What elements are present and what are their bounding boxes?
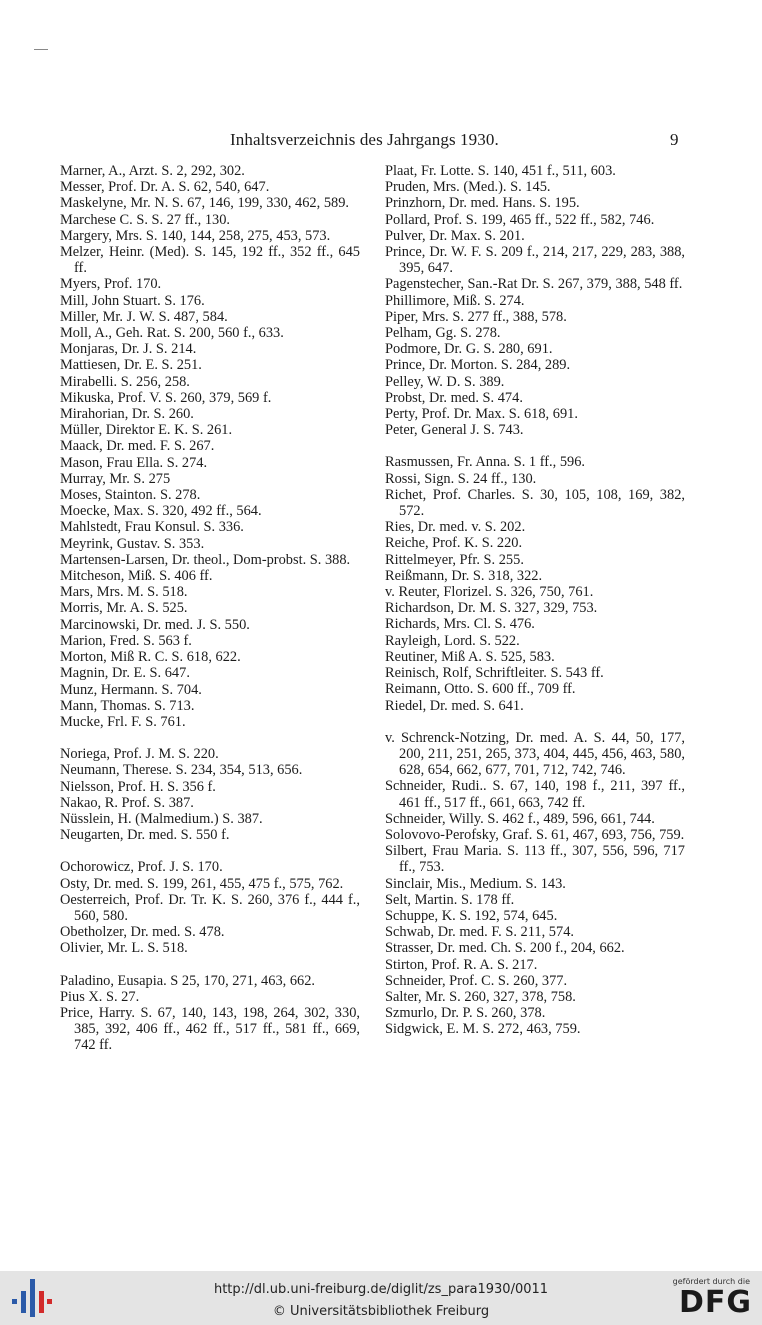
permalink-url[interactable]: http://dl.ub.uni-freiburg.de/diglit/zs_para1930/0011 xyxy=(213,1282,549,1297)
index-entry: Neumann, Therese. S. 234, 354, 513, 656. xyxy=(60,762,303,779)
index-entry: Probst, Dr. med. S. 474. xyxy=(385,389,523,406)
index-entry: Selt, Martin. S. 178 ff. xyxy=(385,891,515,908)
index-entry: Sidgwick, E. M. S. 272, 463, 759. xyxy=(385,1021,581,1038)
index-entry: Podmore, Dr. G. S. 280, 691. xyxy=(385,341,553,358)
index-entry: Melzer, Heinr. (Med). S. 145, 192 ff., 352 ff., 645 ff. xyxy=(60,244,360,277)
index-entry: Sinclair, Mis., Medium. S. 143. xyxy=(385,875,566,892)
index-entry: Salter, Mr. S. 260, 327, 378, 758. xyxy=(385,988,576,1005)
index-entry: Magnin, Dr. E. S. 647. xyxy=(60,665,190,682)
index-entry: Monjaras, Dr. J. S. 214. xyxy=(60,341,197,358)
index-entry: Moecke, Max. S. 320, 492 ff., 564. xyxy=(60,503,262,520)
index-entry: Reinisch, Rolf, Schriftleiter. S. 543 ff. xyxy=(385,665,604,682)
index-entry: Messer, Prof. Dr. A. S. 62, 540, 647. xyxy=(60,179,270,196)
index-entry: Ochorowicz, Prof. J. S. 170. xyxy=(60,859,223,876)
index-entry: Moses, Stainton. S. 278. xyxy=(60,487,201,504)
index-entry: Munz, Hermann. S. 704. xyxy=(60,681,202,698)
funding-note: gefördert durch die xyxy=(672,1277,750,1286)
index-entry: Rossi, Sign. S. 24 ff., 130. xyxy=(385,470,537,487)
page-number: 9 xyxy=(670,130,679,149)
section-gap xyxy=(385,438,685,454)
index-entry: Reißmann, Dr. S. 318, 322. xyxy=(385,567,543,584)
index-entry: Reutiner, Miß A. S. 525, 583. xyxy=(385,648,555,665)
index-entry: Plaat, Fr. Lotte. S. 140, 451 f., 511, 603. xyxy=(385,163,616,179)
index-entry: Mars, Mrs. M. S. 518. xyxy=(60,584,188,601)
index-entry: Morton, Miß R. C. S. 618, 622. xyxy=(60,649,241,666)
index-entry: Pelley, W. D. S. 389. xyxy=(385,373,505,390)
scan-corner-mark xyxy=(34,49,48,50)
index-entry: Murray, Mr. S. 275 xyxy=(60,470,171,487)
index-entry: Prince, Dr. Morton. S. 284, 289. xyxy=(385,357,571,374)
index-entry: Pius X. S. 27. xyxy=(60,988,140,1005)
page-header xyxy=(0,130,762,154)
index-entry: Schuppe, K. S. 192, 574, 645. xyxy=(385,907,558,924)
index-entry: Nielsson, Prof. H. S. 356 f. xyxy=(60,778,216,795)
index-entry: Rasmussen, Fr. Anna. S. 1 ff., 596. xyxy=(385,454,586,471)
index-entry: Mason, Frau Ella. S. 274. xyxy=(60,454,208,471)
index-entry: Marner, A., Arzt. S. 2, 292, 302. xyxy=(60,163,245,179)
index-entry: Morris, Mr. A. S. 525. xyxy=(60,600,188,617)
index-entry: Price, Harry. S. 67, 140, 143, 198, 264, 302, 330, 385, 392, 406 ff., 462 ff., 517 ff., 581 ff., 669, 742 ff. xyxy=(60,1004,360,1054)
index-entry: Mucke, Frl. F. S. 761. xyxy=(60,713,186,730)
index-entry: Mikuska, Prof. V. S. 260, 379, 569 f. xyxy=(60,389,272,406)
copyright-notice: © Universitätsbibliothek Freiburg xyxy=(272,1304,490,1319)
index-entry: Maack, Dr. med. F. S. 267. xyxy=(60,438,215,455)
index-entry: Pulver, Dr. Max. S. 201. xyxy=(385,227,525,244)
index-entry: v. Schrenck-Notzing, Dr. med. A. S. 44, 50, 177, 200, 211, 251, 265, 373, 404, 445, 456, 463, 580, 628, 654, 662, 677, 701, 712, 742, 746. xyxy=(385,729,685,779)
index-entry: Nüsslein, H. (Malmedium.) S. 387. xyxy=(60,810,263,827)
index-entry: Oesterreich, Prof. Dr. Tr. K. S. 260, 376 f., 444 f., 560, 580. xyxy=(60,891,360,924)
index-entry: Reimann, Otto. S. 600 ff., 709 ff. xyxy=(385,681,576,698)
index-entry: v. Reuter, Florizel. S. 326, 750, 761. xyxy=(385,584,594,601)
index-entry: Obetholzer, Dr. med. S. 478. xyxy=(60,924,225,941)
index-entry: Olivier, Mr. L. S. 518. xyxy=(60,940,188,957)
index-column-right xyxy=(385,163,685,1038)
index-entry: Schneider, Willy. S. 462 f., 489, 596, 661, 744. xyxy=(385,810,655,827)
index-entry: Mirabelli. S. 256, 258. xyxy=(60,373,190,390)
index-entry: Mirahorian, Dr. S. 260. xyxy=(60,406,194,423)
index-entry: Riedel, Dr. med. S. 641. xyxy=(385,697,524,714)
index-entry: Neugarten, Dr. med. S. 550 f. xyxy=(60,827,230,844)
index-entry: Miller, Mr. J. W. S. 487, 584. xyxy=(60,308,228,325)
index-entry: Phillimore, Miß. S. 274. xyxy=(385,292,525,309)
index-entry: Stirton, Prof. R. A. S. 217. xyxy=(385,956,538,973)
index-entry: Silbert, Frau Maria. S. 113 ff., 307, 556, 596, 717 ff., 753. xyxy=(385,843,685,876)
index-entry: Marchese C. S. S. 27 ff., 130. xyxy=(60,211,231,228)
index-entry: Szmurlo, Dr. P. S. 260, 378. xyxy=(385,1005,546,1022)
page-title: Inhaltsverzeichnis des Jahrgangs 1930. xyxy=(230,130,499,149)
index-entry: Peter, General J. S. 743. xyxy=(385,422,524,439)
viewer-footer xyxy=(0,1271,762,1325)
index-entry: Pollard, Prof. S. 199, 465 ff., 522 ff., 582, 746. xyxy=(385,211,655,228)
index-entry: Schneider, Prof. C. S. 260, 377. xyxy=(385,972,568,989)
index-entry: Richardson, Dr. M. S. 327, 329, 753. xyxy=(385,600,598,617)
index-entry: Reiche, Prof. K. S. 220. xyxy=(385,535,523,552)
index-entry: Marcinowski, Dr. med. J. S. 550. xyxy=(60,616,250,633)
index-entry: Richet, Prof. Charles. S. 30, 105, 108, 169, 382, 572. xyxy=(385,486,685,520)
index-entry: Piper, Mrs. S. 277 ff., 388, 578. xyxy=(385,308,567,325)
index-entry: Schneider, Rudi.. S. 67, 140, 198 f., 211, 397 ff., 461 ff., 517 ff., 661, 663, 742 ff. xyxy=(385,778,685,811)
index-entry: Rayleigh, Lord. S. 522. xyxy=(385,632,520,649)
index-entry: Moll, A., Geh. Rat. S. 200, 560 f., 633. xyxy=(60,325,284,342)
index-entry: Myers, Prof. 170. xyxy=(60,276,162,293)
index-entry: Schwab, Dr. med. F. S. 211, 574. xyxy=(385,924,574,941)
index-entry: Ries, Dr. med. v. S. 202. xyxy=(385,519,526,536)
index-entry: Richards, Mrs. Cl. S. 476. xyxy=(385,616,535,633)
section-gap xyxy=(60,730,360,746)
index-entry: Martensen-Larsen, Dr. theol., Dom-probst. S. 388. xyxy=(60,551,351,568)
dfg-logo[interactable]: DFG xyxy=(678,1285,752,1320)
index-entry: Solovovo-Perofsky, Graf. S. 61, 467, 693, 756, 759. xyxy=(385,826,685,843)
index-entry: Prince, Dr. W. F. S. 209 f., 214, 217, 229, 283, 388, 395, 647. xyxy=(385,244,685,277)
index-entry: Müller, Direktor E. K. S. 261. xyxy=(60,422,233,439)
index-entry: Strasser, Dr. med. Ch. S. 200 f., 204, 662. xyxy=(385,940,625,957)
index-entry: Pagenstecher, San.-Rat Dr. S. 267, 379, 388, 548 ff. xyxy=(385,276,683,293)
index-entry: Osty, Dr. med. S. 199, 261, 455, 475 f., 575, 762. xyxy=(60,875,344,892)
index-entry: Margery, Mrs. S. 140, 144, 258, 275, 453, 573. xyxy=(60,227,331,244)
index-entry: Pruden, Mrs. (Med.). S. 145. xyxy=(385,179,551,196)
index-entry: Perty, Prof. Dr. Max. S. 618, 691. xyxy=(385,406,578,423)
index-entry: Paladino, Eusapia. S 25, 170, 271, 463, 662. xyxy=(60,972,316,989)
index-entry: Noriega, Prof. J. M. S. 220. xyxy=(60,746,219,763)
index-entry: Pelham, Gg. S. 278. xyxy=(385,325,501,342)
section-gap xyxy=(60,957,360,973)
index-entry: Nakao, R. Prof. S. 387. xyxy=(60,794,194,811)
index-entry: Mahlstedt, Frau Konsul. S. 336. xyxy=(60,519,244,536)
index-entry: Mattiesen, Dr. E. S. 251. xyxy=(60,357,202,374)
index-entry: Marion, Fred. S. 563 f. xyxy=(60,632,192,649)
index-column-left xyxy=(60,163,360,1054)
index-entry: Mitcheson, Miß. S. 406 ff. xyxy=(60,568,213,585)
section-gap xyxy=(60,843,360,859)
index-entry: Rittelmeyer, Pfr. S. 255. xyxy=(385,551,524,568)
index-entry: Maskelyne, Mr. N. S. 67, 146, 199, 330, 462, 589. xyxy=(60,195,350,212)
section-gap xyxy=(385,714,685,730)
index-entry: Mann, Thomas. S. 713. xyxy=(60,697,195,714)
index-entry: Prinzhorn, Dr. med. Hans. S. 195. xyxy=(385,195,580,212)
index-entry: Mill, John Stuart. S. 176. xyxy=(60,292,205,309)
index-entry: Meyrink, Gustav. S. 353. xyxy=(60,535,205,552)
